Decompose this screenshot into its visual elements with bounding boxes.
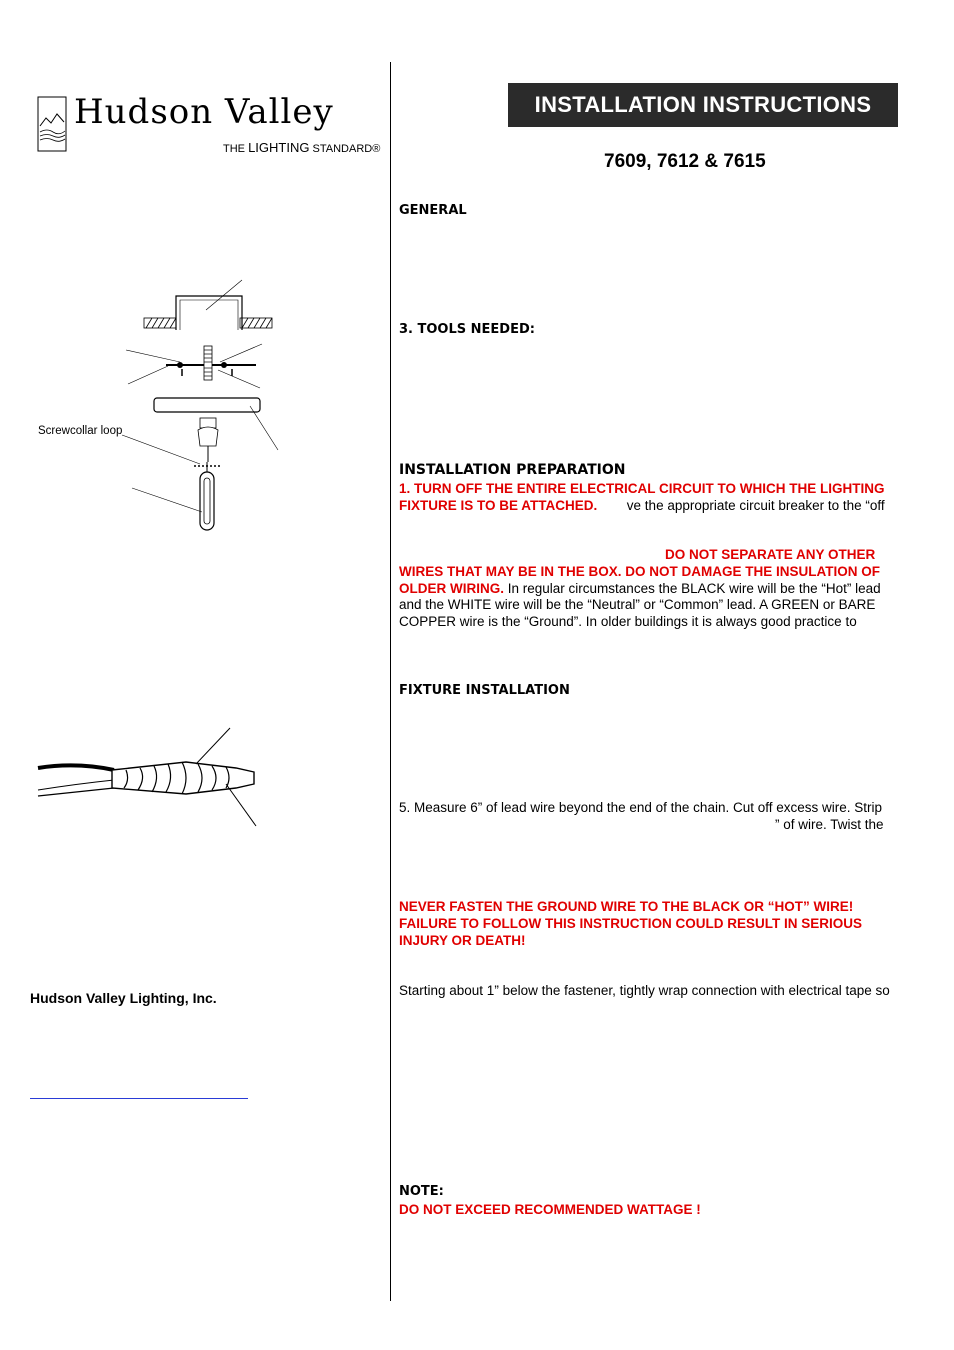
prep-warning-red-line2: WIRES THAT MAY BE IN THE BOX. DO NOT DAMAGE THE INSULATION OF xyxy=(399,564,881,579)
column-divider xyxy=(390,62,391,1301)
logo-mountain-icon xyxy=(37,96,71,152)
website-link[interactable] xyxy=(30,1098,248,1099)
logo-tagline: THE LIGHTING STANDARD® xyxy=(223,140,381,155)
ground-warning-line1: NEVER FASTEN THE GROUND WIRE TO THE BLACK OR “HOT” WIRE! xyxy=(399,899,854,914)
canopy-diagram xyxy=(120,272,290,542)
company-name: Hudson Valley Lighting, Inc. xyxy=(30,990,217,1006)
model-numbers: 7609, 7612 & 7615 xyxy=(604,151,766,172)
page-title: INSTALLATION INSTRUCTIONS xyxy=(508,83,898,127)
logo-wordmark: Hudson Valley xyxy=(74,92,334,132)
fixture-step5-line2: ” of wire. Twist the xyxy=(775,817,884,832)
heading-note: NOTE: xyxy=(399,1184,444,1199)
heading-tools: 3. TOOLS NEEDED: xyxy=(399,322,535,337)
prep-step1-red-line1: 1. TURN OFF THE ENTIRE ELECTRICAL CIRCUIT TO WHICH THE LIGHTING xyxy=(399,481,885,496)
prep-warning-red-line1: DO NOT SEPARATE ANY OTHER xyxy=(665,547,876,562)
ground-warning-line2: FAILURE TO FOLLOW THIS INSTRUCTION COULD RESULT IN SERIOUS xyxy=(399,916,862,931)
wattage-warning: DO NOT EXCEED RECOMMENDED WATTAGE ! xyxy=(399,1202,701,1217)
ground-warning-line3: INJURY OR DEATH! xyxy=(399,933,526,948)
screwcollar-loop-label: Screwcollar loop xyxy=(38,425,123,437)
heading-general: GENERAL xyxy=(399,203,467,218)
fixture-step5-line1: 5. Measure 6” of lead wire beyond the end of the chain. Cut off excess wire. Strip xyxy=(399,800,883,815)
prep-step1-line2: FIXTURE IS TO BE ATTACHED. ve the appropriate circuit breaker to the “off xyxy=(399,498,885,513)
prep-warning-line3: OLDER WIRING. In regular circumstances the BLACK wire will be the “Hot” lead xyxy=(399,581,881,596)
heading-prep: INSTALLATION PREPARATION xyxy=(399,462,626,478)
prep-line4: and the WHITE wire will be the “Neutral” or “Common” lead. A GREEN or BARE xyxy=(399,597,876,612)
prep-line5: COPPER wire is the “Ground”. In older buildings it is always good practice to xyxy=(399,614,857,629)
heading-fixture: FIXTURE INSTALLATION xyxy=(399,683,570,698)
tape-instruction: Starting about 1” below the fastener, tightly wrap connection with electrical tape so xyxy=(399,983,890,998)
wire-tape-diagram xyxy=(36,726,260,830)
